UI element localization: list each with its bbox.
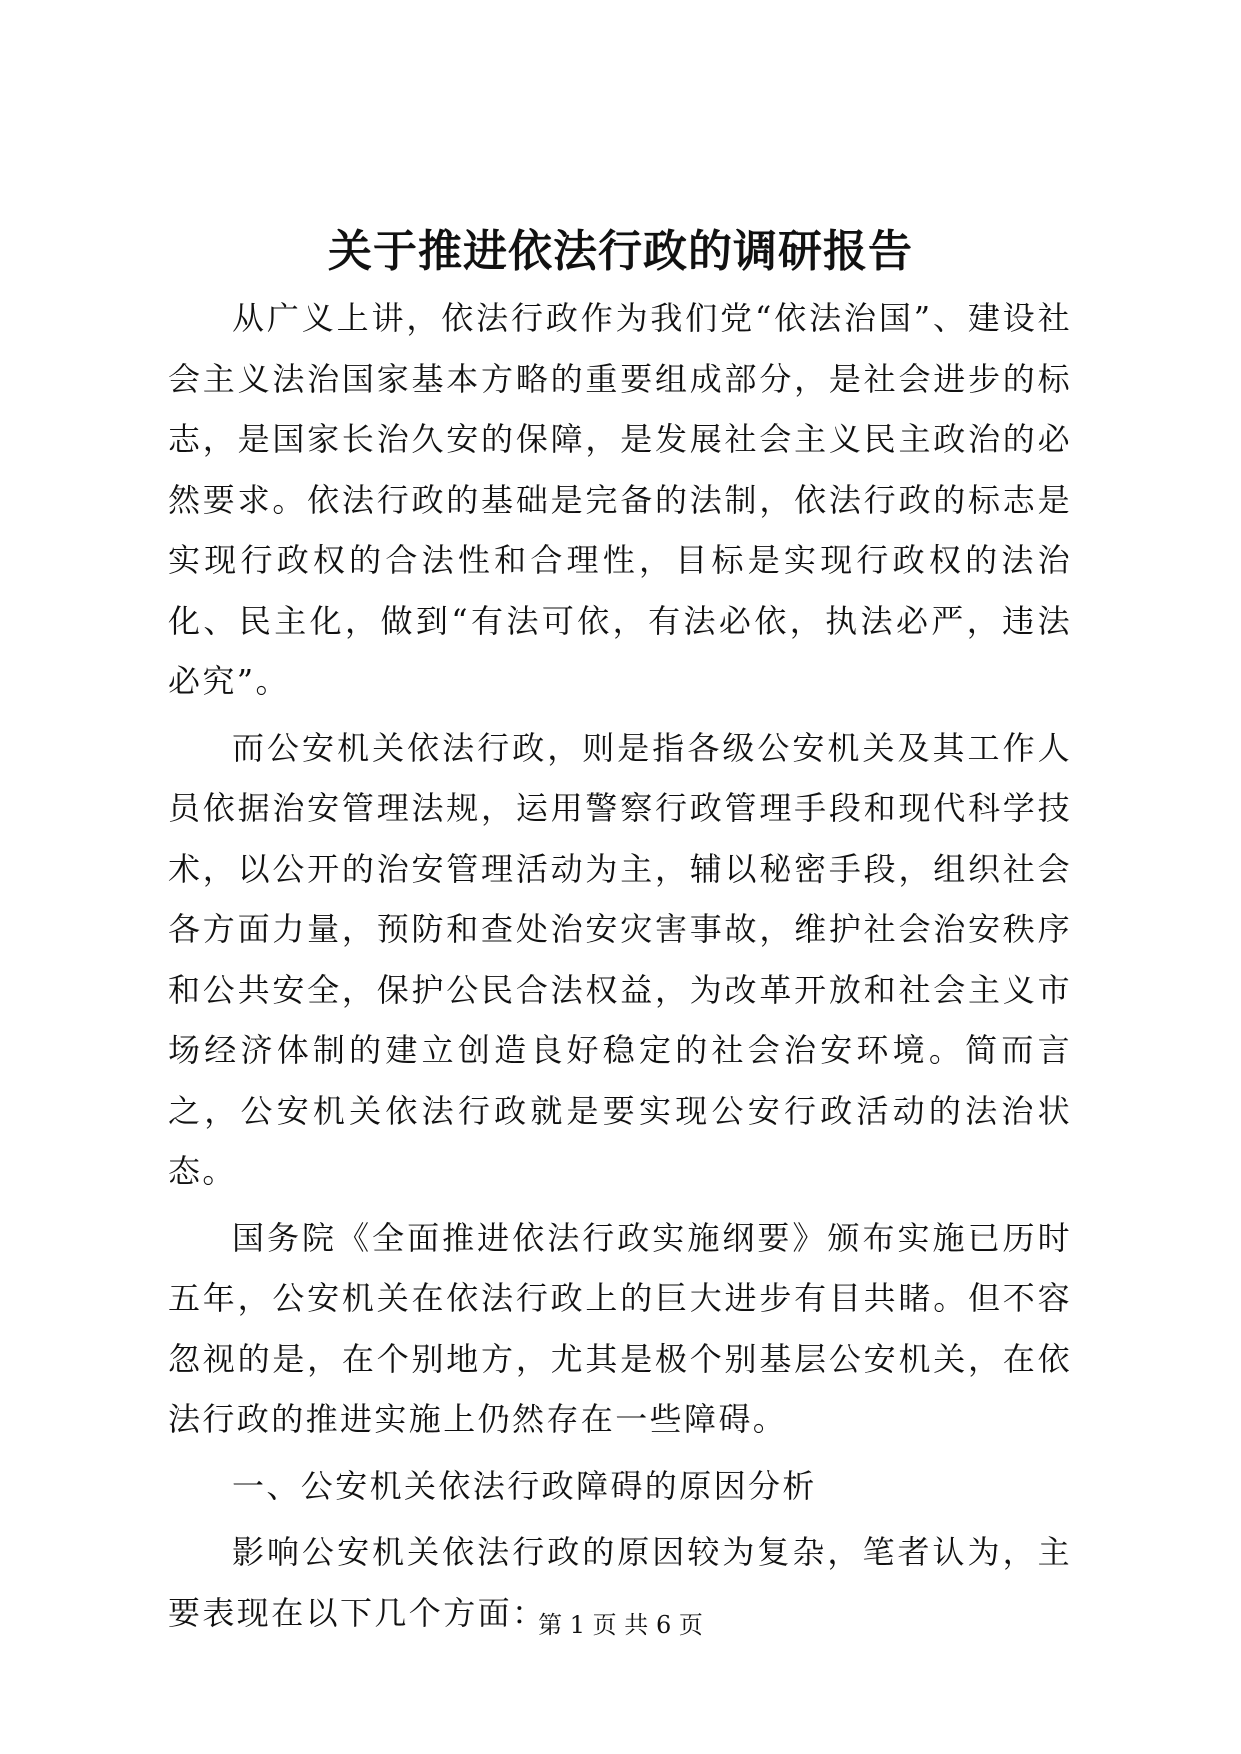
paragraph-police-definition: 而公安机关依法行政，则是指各级公安机关及其工作人员依据治安管理法规，运用警察行政管理手段和现代科学技术，以公开的治安管理活动为主，辅以秘密手段，组织社会各方面力量，预防和查处治安灾害事故，维护社会治安秩序和公共安全，保护公民合法权益，为改革开放和社会主义市场经济体制的建立创造良好稳定的社会治安环境。简而言之，公安机关依法行政就是要实现公安行政活动的法治状态。 <box>168 728 1072 1190</box>
document-body <box>168 288 1072 1649</box>
paragraph-intro: 从广义上讲，依法行政作为我们党“依法治国”、建设社会主义法治国家基本方略的重要组成部分，是社会进步的标志，是国家长治久安的保障，是发展社会主义民主政治的必然要求。依法行政的基础是完备的法制，依法行政的标志是实现行政权的合法性和合理性，目标是实现行政权的法治化、民主化，做到“有法可依，有法必依，执法必严，违法必究”。 <box>168 299 1072 700</box>
document-title: 关于推进依法行政的调研报告 <box>328 226 913 277</box>
paragraph-state-council: 国务院《全面推进依法行政实施纲要》颁布实施已历时五年，公安机关在依法行政上的巨大进步有目共睹。但不容忽视的是，在个别地方，尤其是极个别基层公安机关，在依法行政的推进实施上仍然存在一些障碍。 <box>168 1218 1072 1438</box>
section-heading-1: 一、公安机关依法行政障碍的原因分析 <box>232 1466 817 1505</box>
paragraph-factors: 影响公安机关依法行政的原因较为复杂，笔者认为，主要表现在以下几个方面： <box>168 1533 1072 1632</box>
page-number-footer: 第 1 页 共 6 页 <box>538 1611 703 1639</box>
